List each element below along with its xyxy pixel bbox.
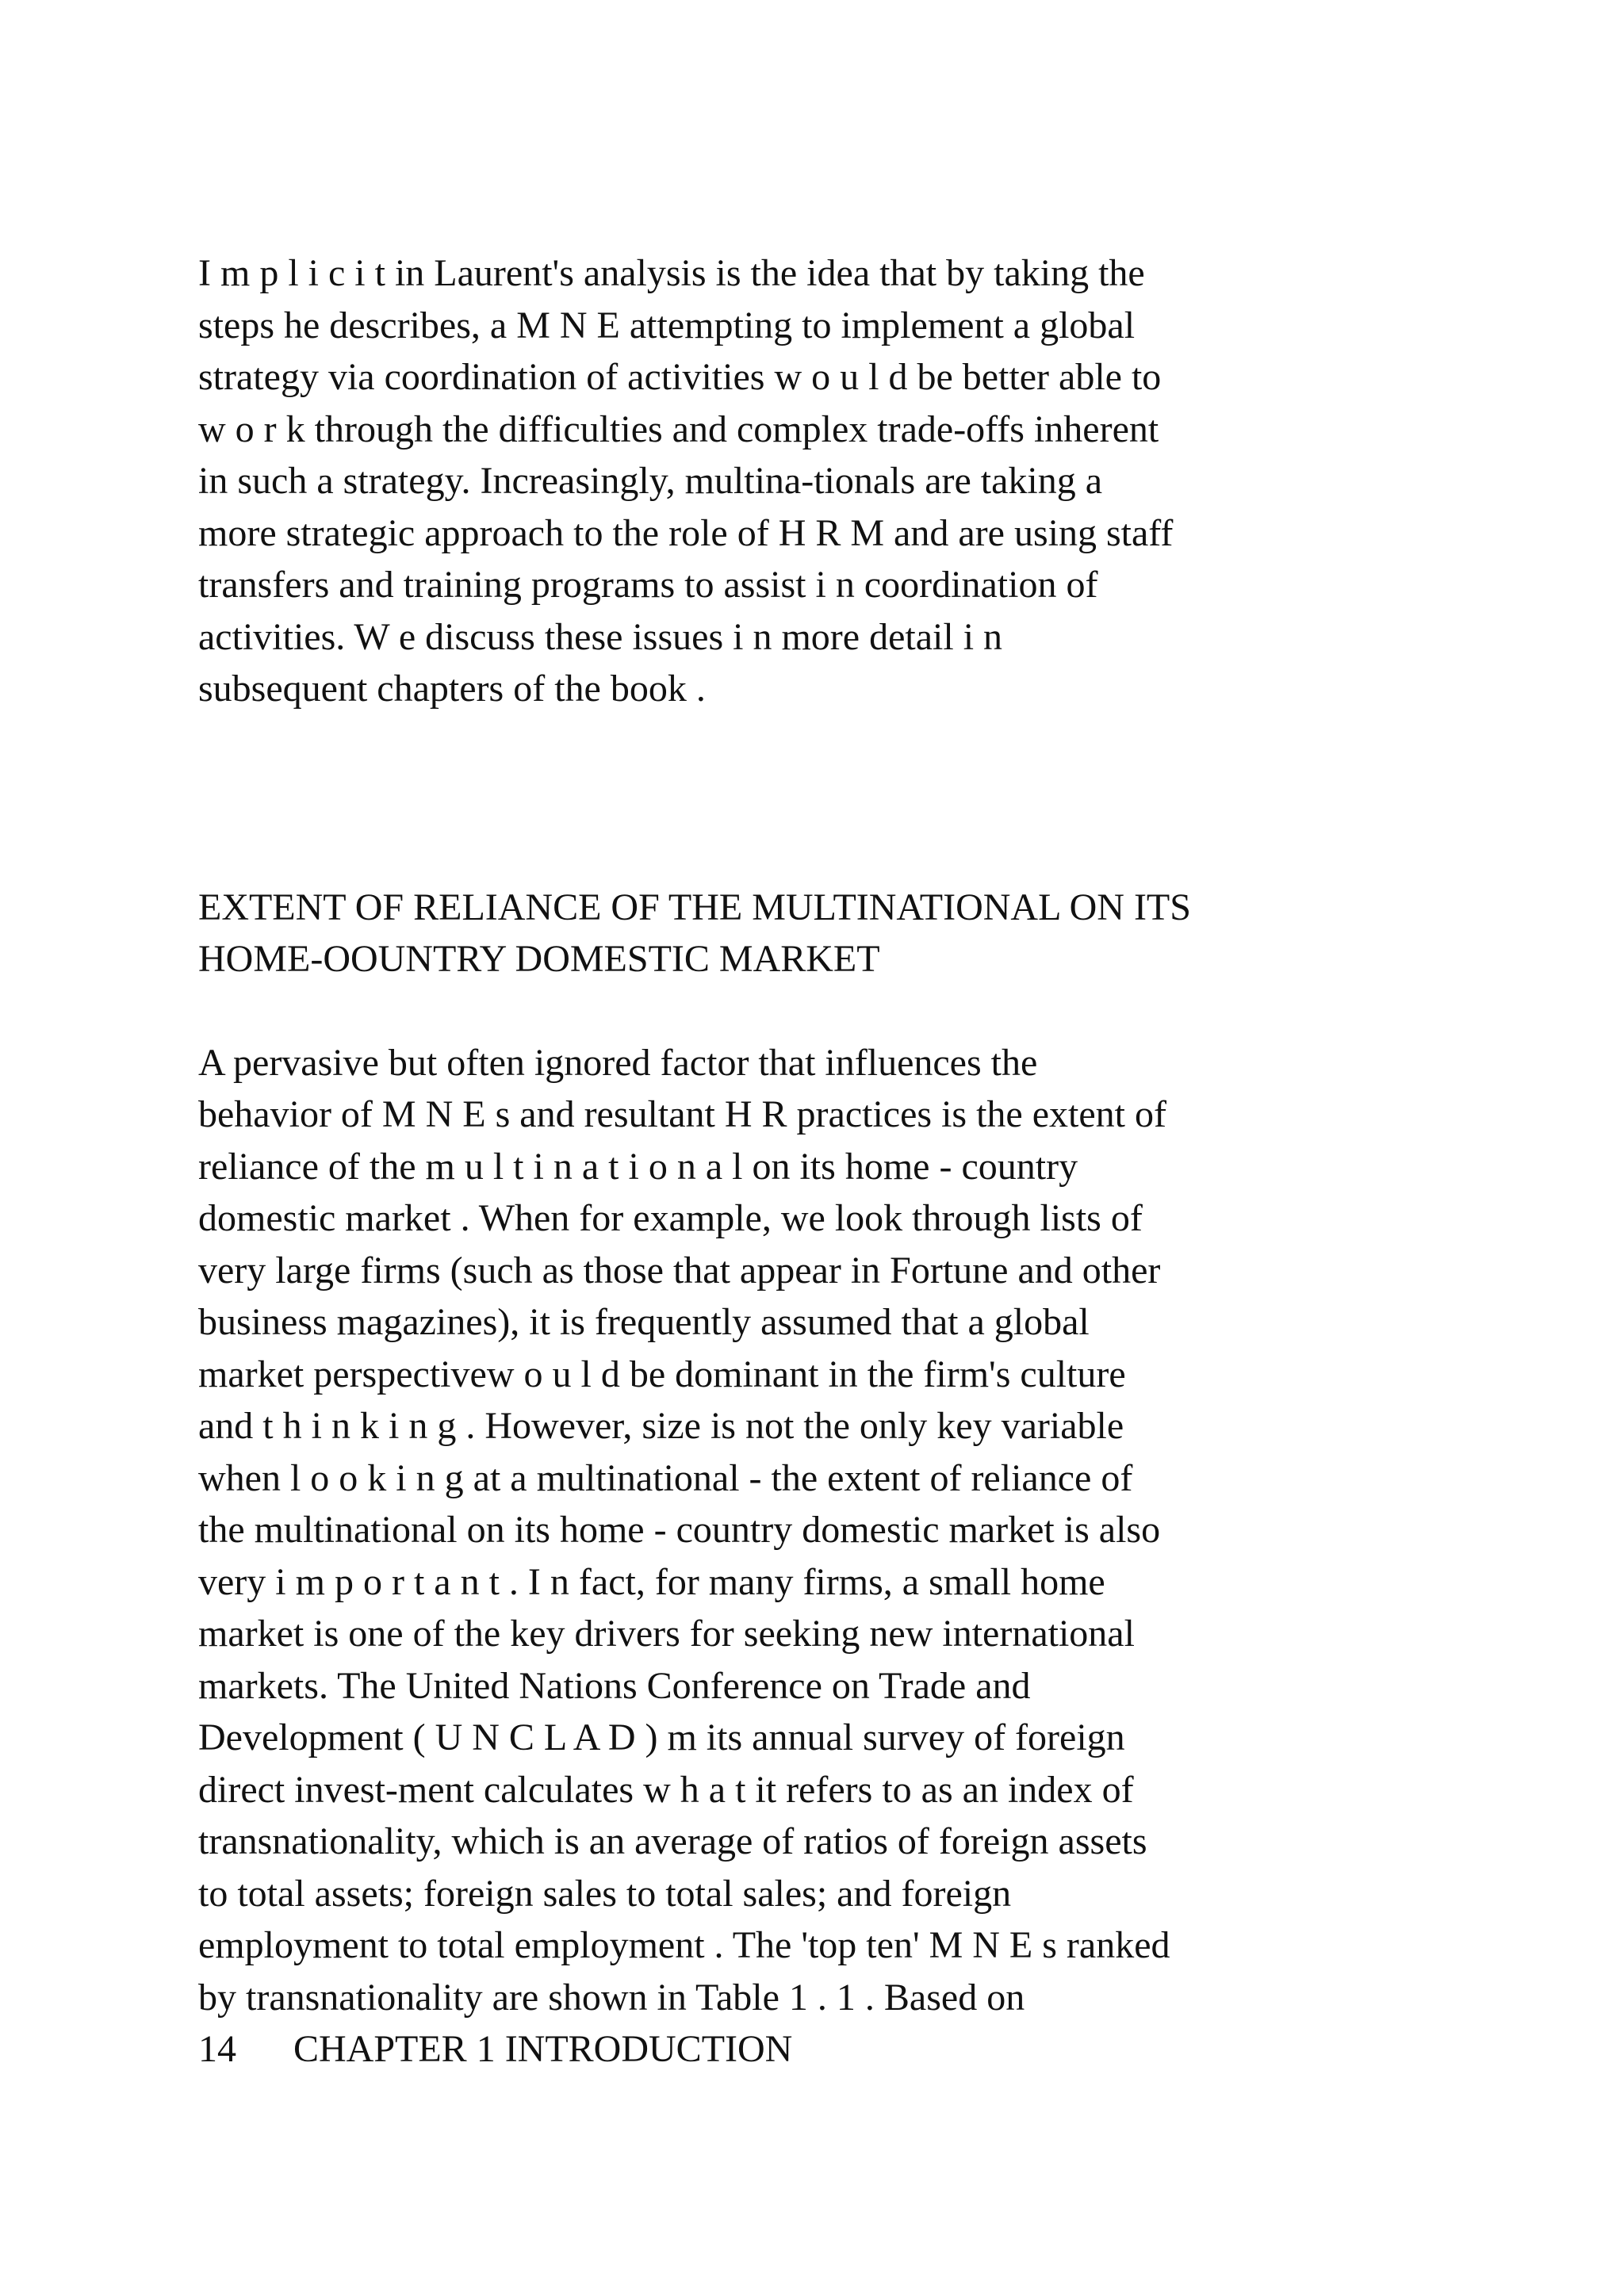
text-line: steps he describes, a M N E attempting to implement a global <box>198 304 1136 346</box>
text-line: markets. The United Nations Conference on Trade and <box>198 1664 1031 1707</box>
text-line: transfers and training programs to assist i n coordination of <box>198 564 1098 606</box>
paragraph-pervasive <box>198 1037 1499 2024</box>
section-heading <box>198 882 1499 985</box>
text-line: market is one of the key drivers for seeking new international <box>198 1613 1135 1655</box>
text-line: Development ( U N C L A D ) m its annual survey of foreign <box>198 1716 1125 1758</box>
text-line: in such a strategy. Increasingly, multina-tionals are taking a <box>198 460 1103 502</box>
text-line: A pervasive but often ignored factor that influences the <box>198 1041 1038 1084</box>
document-page <box>198 247 1499 2076</box>
heading-line: EXTENT OF RELIANCE OF THE MULTINATIONAL ON ITS <box>198 886 1191 928</box>
text-line: domestic market . When for example, we look through lists of <box>198 1197 1143 1239</box>
chapter-label: CHAPTER 1 INTRODUCTION <box>293 2028 793 2070</box>
text-line: more strategic approach to the role of H R M and are using staff <box>198 511 1174 554</box>
text-line: the multinational on its home - country domestic market is also <box>198 1509 1161 1551</box>
text-line: when l o o k i n g at a multinational - the extent of reliance of <box>198 1456 1133 1499</box>
text-line: transnationality, which is an average of ratios of foreign assets <box>198 1820 1147 1862</box>
page-footer <box>198 2023 1499 2076</box>
text-line: behavior of M N E s and resultant H R practices is the extent of <box>198 1093 1166 1135</box>
text-line: reliance of the m u l t i n a t i o n a l on its home - country <box>198 1145 1078 1188</box>
text-line: and t h i n k i n g . However, size is not the only key variable <box>198 1405 1124 1447</box>
text-line: activities. W e discuss these issues i n more detail i n <box>198 615 1003 658</box>
text-line: market perspectivew o u l d be dominant in the firm's culture <box>198 1353 1126 1395</box>
text-line: to total assets; foreign sales to total sales; and foreign <box>198 1872 1012 1915</box>
text-line: very large firms (such as those that appear in Fortune and other <box>198 1249 1161 1292</box>
text-line: by transnationality are shown in Table 1 . 1 . Based on <box>198 1976 1025 2019</box>
text-line: business magazines), it is frequently assumed that a global <box>198 1301 1090 1343</box>
text-line: direct invest-ment calculates w h a t it refers to as an index of <box>198 1768 1134 1811</box>
text-line: strategy via coordination of activities w o u l d be better able to <box>198 356 1162 398</box>
paragraph-implicit <box>198 247 1499 715</box>
text-line: I m p l i c i t in Laurent's analysis is the idea that by taking the <box>198 252 1145 294</box>
text-line: employment to total employment . The 'top ten' M N E s ranked <box>198 1924 1170 1966</box>
text-line: w o r k through the difficulties and complex trade-offs inherent <box>198 408 1159 450</box>
text-line: subsequent chapters of the book . <box>198 668 706 710</box>
page-number: 14 <box>198 2028 236 2070</box>
text-line: very i m p o r t a n t . I n fact, for many firms, a small home <box>198 1560 1105 1603</box>
heading-line: HOME-OOUNTRY DOMESTIC MARKET <box>198 938 880 980</box>
